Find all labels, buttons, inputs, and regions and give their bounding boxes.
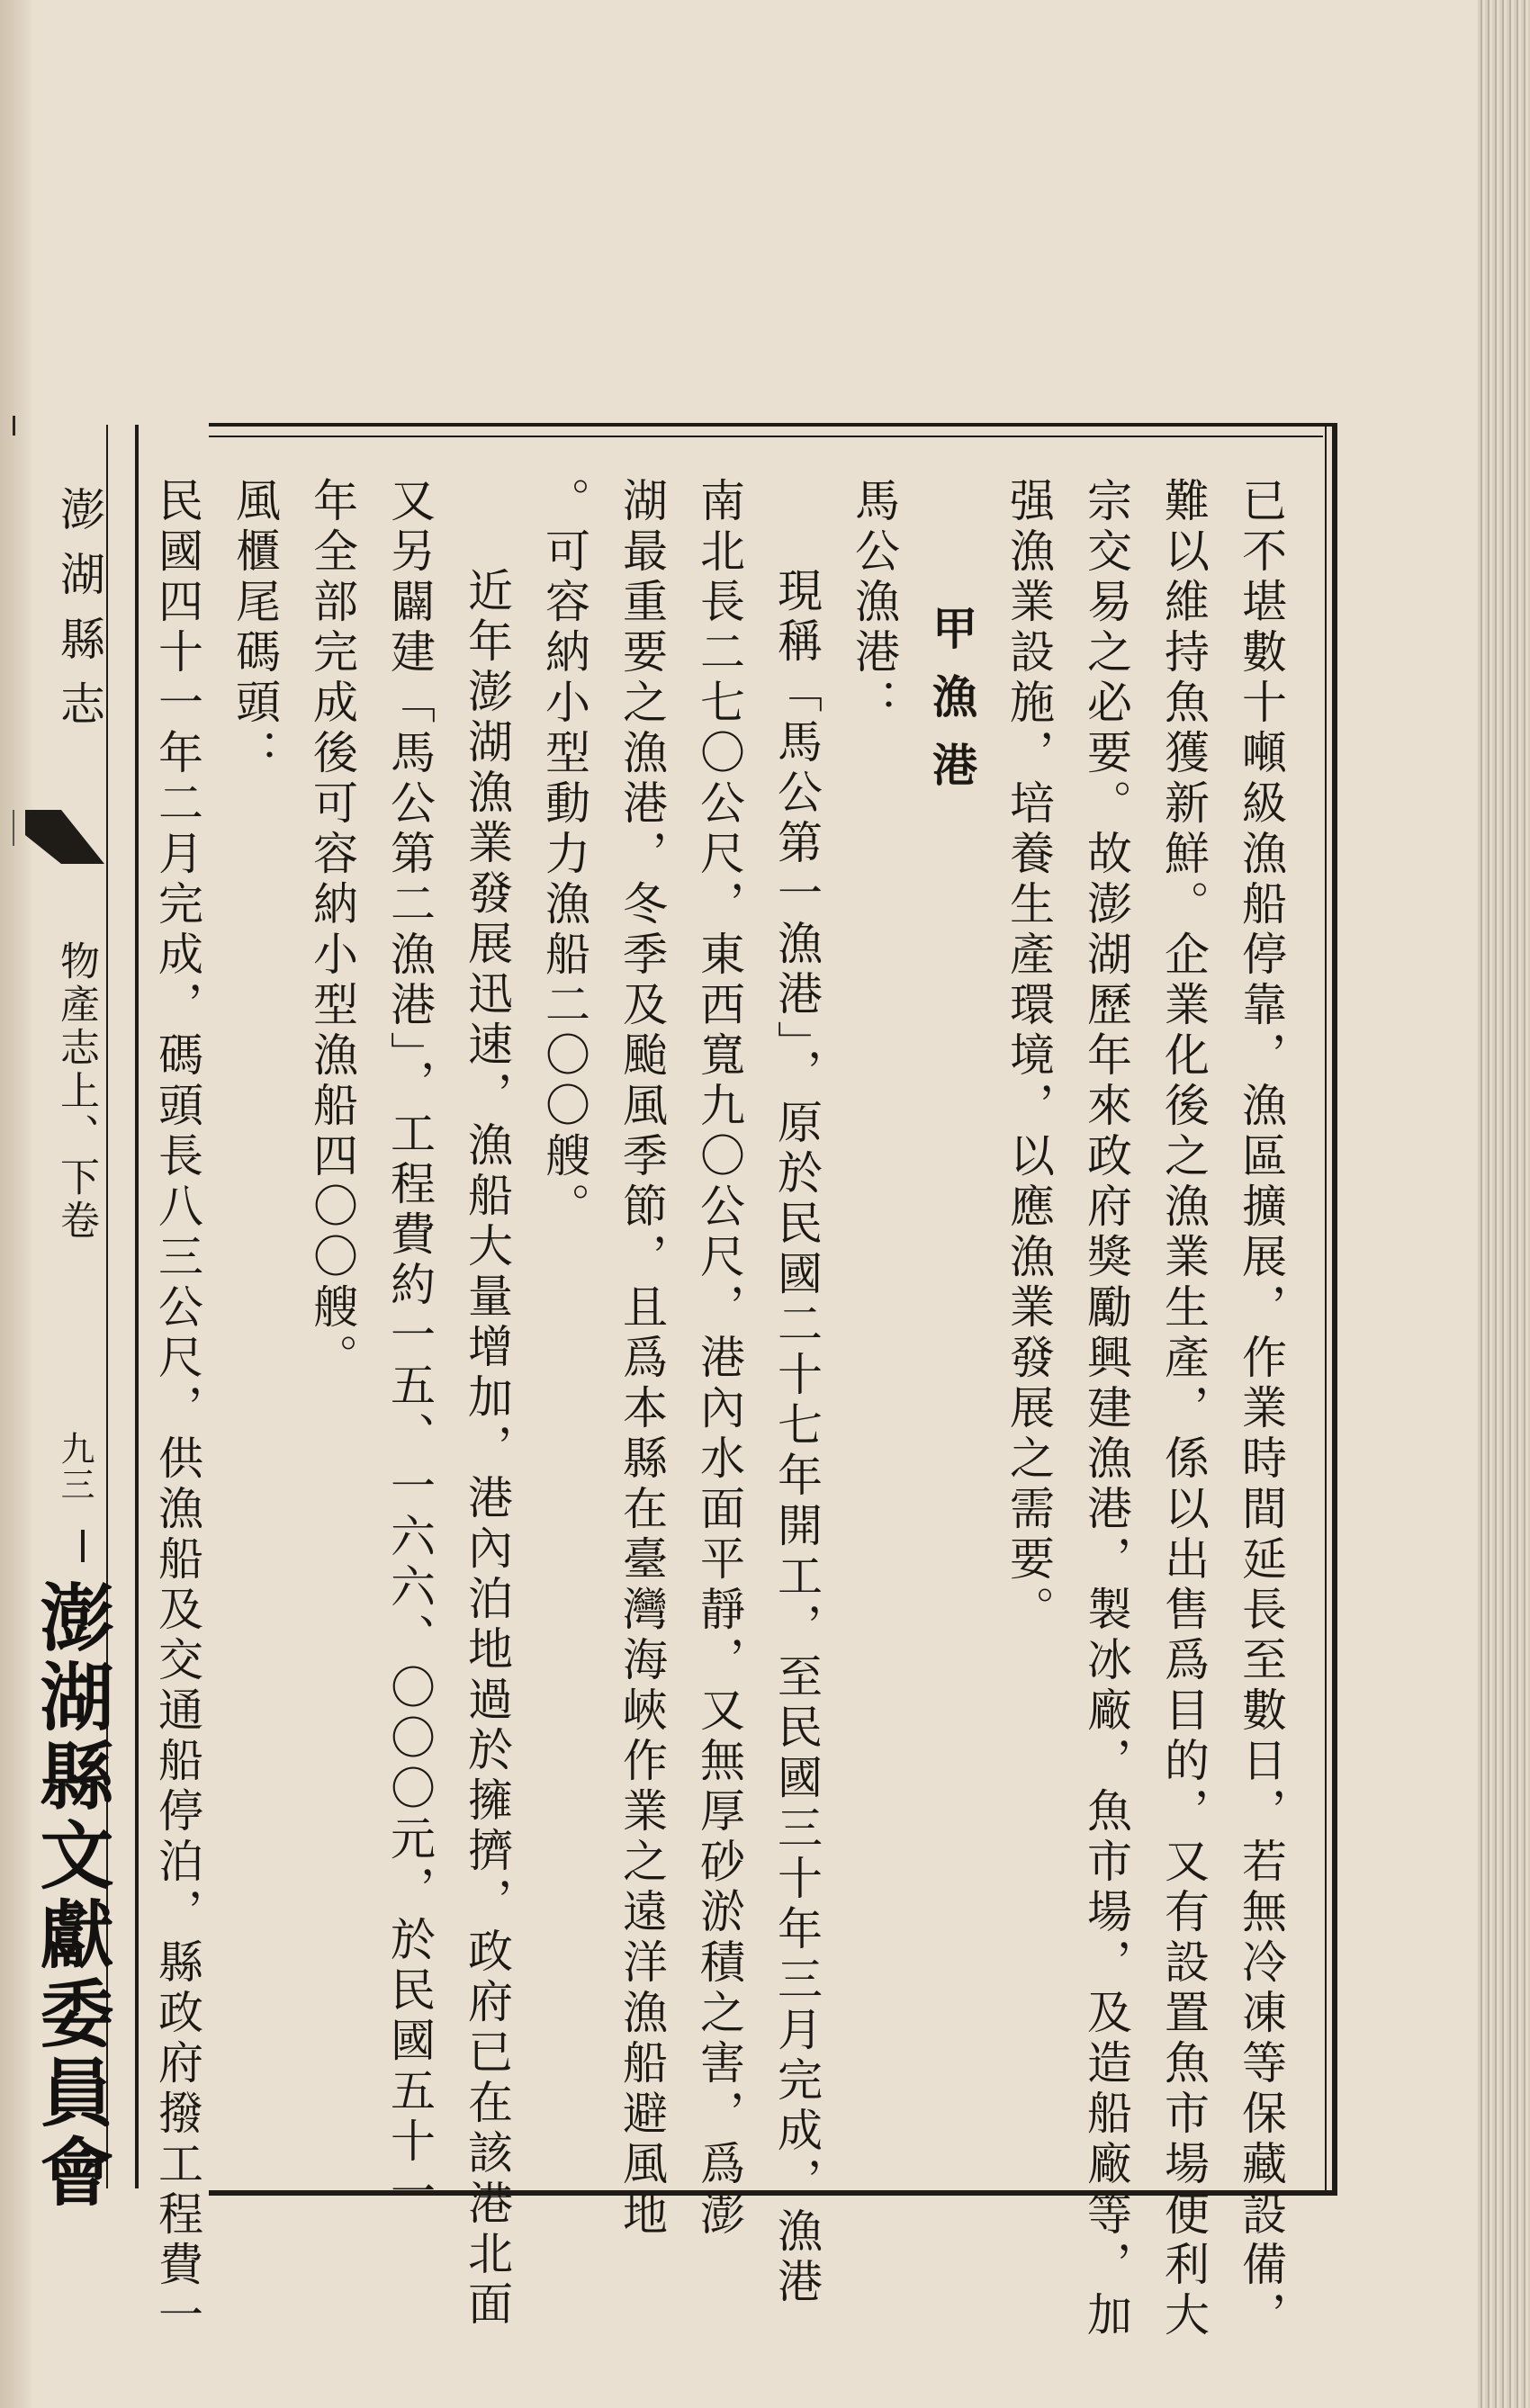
page-number: 九三 — [55, 1431, 94, 1503]
subheading-fengguiwei-wharf: 風櫃尾碼頭： — [229, 477, 281, 779]
page-stack-edge — [1478, 0, 1530, 2408]
text-column: 近年澎湖漁業發展迅速，漁船大量增加，港內泊地過於擁擠，政府已在該港北面 — [461, 567, 513, 2331]
binding-mark — [13, 416, 40, 436]
fish-tail-mark-icon — [25, 810, 104, 864]
text-column: 南北長二七〇公尺，東西寬九〇公尺，港內水面平靜，又無厚砂淤積之害，爲澎 — [693, 477, 745, 2241]
text-column: 强漁業設施，培養生產環境，以應漁業發展之需要。 — [1003, 477, 1055, 1636]
text-column: 民國四十一年二月完成，碼頭長八三公尺，供漁船及交通船停泊，縣政府撥工程費一 — [151, 477, 203, 2341]
text-column: 又另闢建「馬公第二漁港」，工程費約一五、一六六、〇〇〇元，於民國五十一 — [383, 477, 436, 2218]
text-column: 年全部完成後可容納小型漁船四〇〇艘。 — [306, 477, 358, 1384]
gutter-divider — [81, 1530, 85, 1562]
text-column: 難以維持魚獲新鮮。企業化後之漁業生產，係以出售爲目的，又有設置魚市場便利大 — [1157, 477, 1210, 2341]
section-title: 物產志上、下卷 — [53, 940, 99, 1243]
book-title: 澎湖縣志 — [53, 486, 105, 745]
text-column: 湖最重要之漁港，冬季及颱風季節，且爲本縣在臺灣海峽作業之遠洋漁船避風地 — [616, 477, 668, 2241]
gutter-rule — [135, 425, 139, 2188]
subheading-magong-harbor: 馬公漁港： — [848, 477, 900, 729]
frame-inner-rule — [209, 436, 1323, 437]
text-column: 宗交易之必要。故澎湖歷年來政府獎勵興建漁港，製冰廠，魚市場，及造船廠等，加 — [1080, 477, 1132, 2341]
text-column: 。可容納小型動力漁船二〇〇艘。 — [538, 477, 590, 1233]
text-column: 現稱「馬公第一漁港」，原於民國二十七年開工，至民國三十年三月完成，漁港 — [770, 567, 823, 2308]
publisher-name: 澎湖縣文獻委員會 — [28, 1579, 113, 2213]
section-heading: 甲漁港 — [925, 605, 978, 810]
text-column: 已不堪數十噸級漁船停靠，漁區擴展，作業時間延長至數日，若無冷凍等保藏設備， — [1235, 477, 1287, 2341]
